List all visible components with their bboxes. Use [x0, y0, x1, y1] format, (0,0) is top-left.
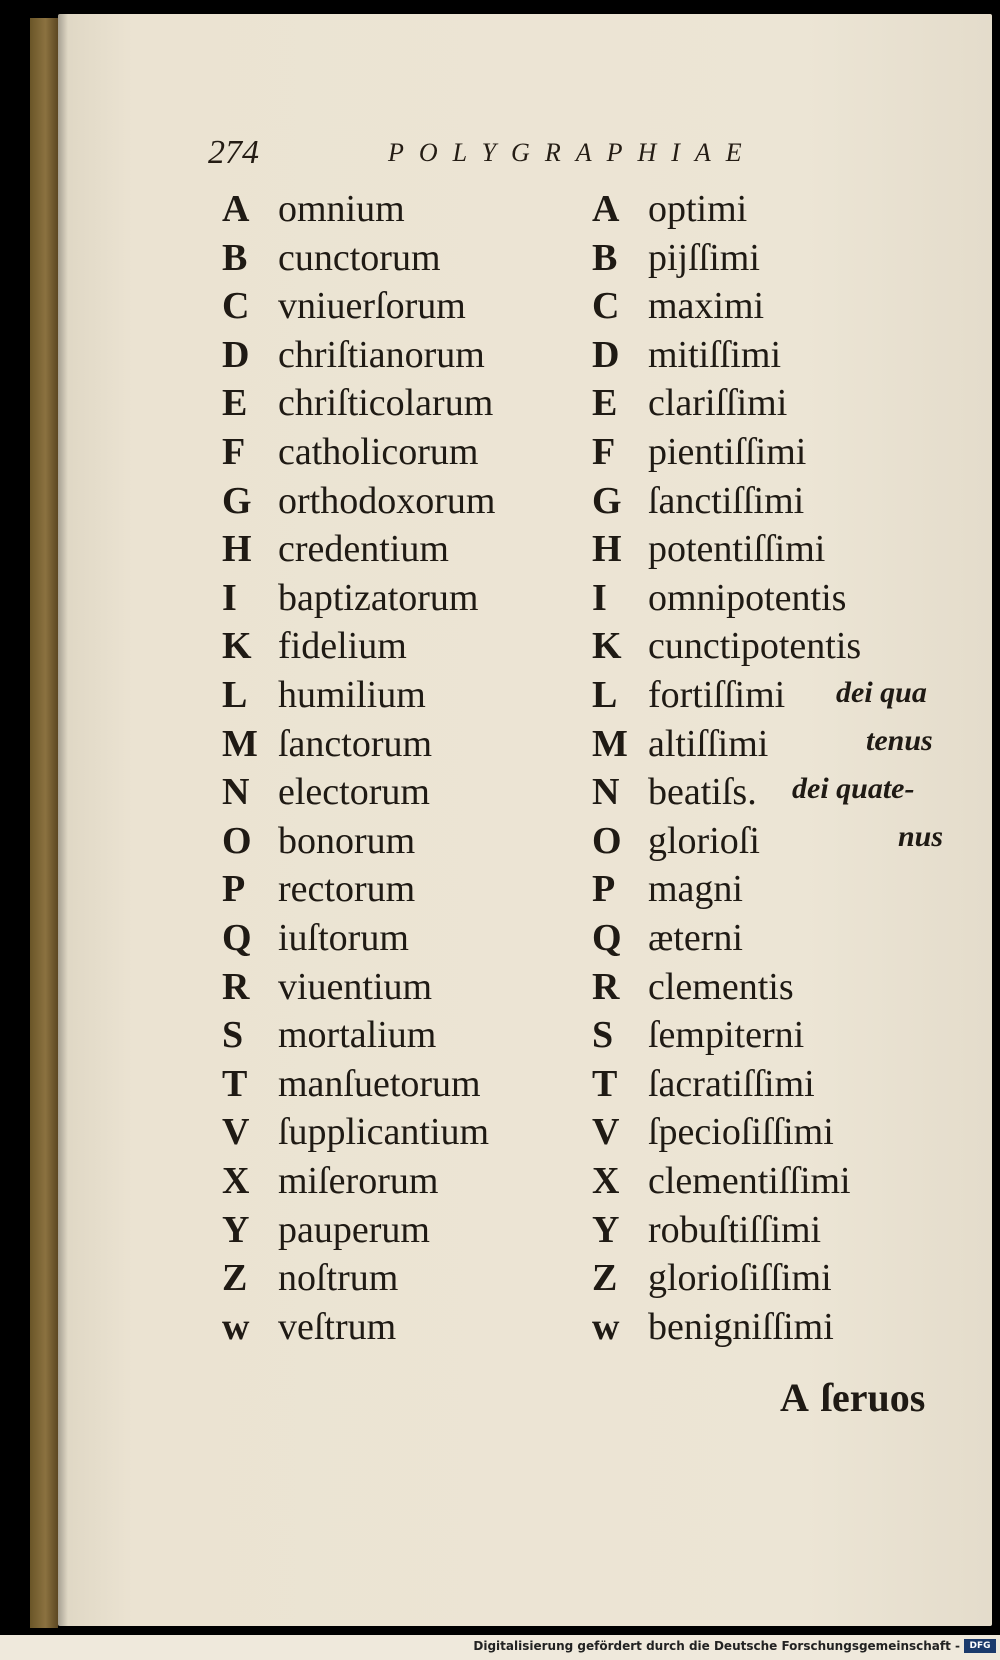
entry-word: altiſſimi: [648, 722, 769, 765]
catchword: [780, 1374, 925, 1421]
right-entry: [592, 915, 743, 961]
entry-letter: Z: [222, 1257, 248, 1300]
footer-banner: [0, 1635, 1000, 1660]
catchword-word: ſeruos: [820, 1375, 926, 1420]
entry-letter: C: [222, 285, 250, 328]
entry-word: vniuerſorum: [278, 285, 466, 328]
left-entry: [222, 672, 426, 718]
entry-word: clementiſſimi: [648, 1160, 851, 1202]
entry-word: cunctipotentis: [648, 625, 862, 668]
entry-word: omnipotentis: [648, 576, 847, 619]
marginal-note-4: nus: [898, 820, 944, 853]
entry-word: chriſticolarum: [278, 382, 494, 425]
entry-word: noſtrum: [278, 1257, 399, 1300]
left-entry: [222, 1061, 481, 1107]
right-entry: [592, 235, 760, 281]
entry-letter: E: [592, 382, 618, 425]
left-entry: [222, 623, 407, 669]
entry-letter: F: [222, 431, 246, 473]
entry-word: magni: [648, 868, 743, 911]
entry-word: credentium: [278, 528, 449, 571]
left-entry: [222, 769, 430, 815]
entry-letter: I: [222, 576, 237, 619]
marginal-note-3: dei quate-: [792, 772, 915, 805]
right-entry: [592, 478, 804, 524]
right-entry: [592, 672, 785, 718]
entry-word: clariſſimi: [648, 382, 788, 425]
page-number: 274: [208, 134, 259, 171]
running-title: POLYGRAPHIAE: [388, 138, 757, 167]
entry-letter: Q: [592, 917, 622, 959]
left-entry: [222, 526, 449, 572]
entry-word: beatiſs.: [648, 771, 757, 814]
entry-letter: G: [592, 479, 622, 522]
left-entry: [222, 866, 415, 912]
right-entry: [592, 1207, 821, 1253]
entry-word: clementis: [648, 965, 794, 1008]
entry-letter: G: [222, 479, 252, 522]
entry-letter: S: [222, 1014, 244, 1057]
entry-letter: H: [592, 528, 622, 571]
entry-word: mortalium: [278, 1014, 437, 1057]
left-entry: [222, 332, 485, 378]
entry-letter: I: [592, 576, 607, 619]
marginal-note-2: tenus: [866, 724, 933, 757]
right-entry: [592, 964, 794, 1010]
right-entry: [592, 283, 764, 329]
left-entry: [222, 1158, 438, 1204]
right-entry: [592, 186, 747, 232]
right-entry: [592, 429, 806, 475]
entry-word: ſupplicantium: [278, 1111, 490, 1154]
entry-word: ſempiterni: [648, 1014, 805, 1057]
entry-word: glorioſi: [648, 819, 760, 862]
left-entry: [222, 429, 478, 475]
right-entry: [592, 769, 757, 815]
entry-word: æterni: [648, 917, 743, 959]
entry-word: cunctorum: [278, 236, 441, 279]
left-entry: [222, 1012, 436, 1058]
entry-letter: K: [592, 625, 622, 668]
entry-word: catholicorum: [278, 431, 479, 473]
right-entry: [592, 721, 768, 767]
page-header: [0, 134, 1000, 174]
entry-letter: w: [592, 1305, 620, 1348]
left-entry: [222, 1109, 489, 1155]
entry-word: baptizatorum: [278, 576, 479, 619]
entry-letter: O: [222, 819, 252, 862]
right-entry: [592, 1061, 815, 1107]
entry-letter: w: [222, 1305, 250, 1348]
entry-letter: A: [592, 188, 620, 230]
entry-word: orthodoxorum: [278, 479, 496, 522]
entry-letter: C: [592, 285, 620, 328]
entry-letter: A: [222, 188, 250, 230]
left-entry: [222, 186, 405, 232]
entry-word: humilium: [278, 674, 426, 716]
entry-word: veſtrum: [278, 1305, 397, 1348]
entry-letter: O: [592, 819, 622, 862]
entry-word: glorioſiſſimi: [648, 1257, 832, 1300]
entry-letter: T: [592, 1062, 618, 1105]
entry-word: fortiſſimi: [648, 674, 786, 716]
entry-word: maximi: [648, 285, 765, 328]
entry-word: electorum: [278, 771, 430, 814]
entry-letter: V: [592, 1111, 620, 1154]
right-entry: [592, 332, 781, 378]
entry-word: ſpecioſiſſimi: [648, 1111, 834, 1154]
left-entry: [222, 915, 409, 961]
entry-letter: P: [592, 868, 616, 911]
entry-letter: H: [222, 528, 252, 571]
entry-letter: P: [222, 868, 246, 911]
entry-word: optimi: [648, 188, 748, 230]
right-entry: [592, 380, 787, 426]
right-entry: [592, 1109, 834, 1155]
entry-word: mitiſſimi: [648, 333, 782, 376]
entry-word: ſanctorum: [278, 722, 433, 765]
entry-letter: N: [222, 771, 250, 814]
right-entry: [592, 526, 825, 572]
right-entry: [592, 623, 861, 669]
entry-letter: L: [592, 674, 618, 716]
entry-word: omnium: [278, 188, 405, 230]
left-entry: [222, 575, 478, 621]
entry-word: pijſſimi: [648, 236, 760, 279]
entry-letter: B: [222, 236, 248, 279]
right-entry: [592, 1255, 832, 1301]
left-entry: [222, 1255, 398, 1301]
entry-word: benigniſſimi: [648, 1305, 834, 1348]
entry-word: chriſtianorum: [278, 333, 485, 376]
left-entry: [222, 380, 493, 426]
dfg-logo-icon: DFG: [964, 1639, 996, 1653]
entry-letter: L: [222, 674, 248, 716]
entry-letter: S: [592, 1014, 614, 1057]
entry-word: ſacratiſſimi: [648, 1062, 815, 1105]
right-entry: [592, 575, 846, 621]
left-entry: [222, 235, 441, 281]
entry-letter: N: [592, 771, 620, 814]
entry-letter: X: [592, 1160, 620, 1202]
entry-letter: D: [592, 333, 620, 376]
entry-word: rectorum: [278, 868, 416, 911]
left-entry: [222, 964, 432, 1010]
entry-word: bonorum: [278, 819, 416, 862]
entry-letter: X: [222, 1160, 250, 1202]
entry-word: pauperum: [278, 1208, 430, 1251]
left-entry: [222, 721, 432, 767]
entry-letter: Y: [222, 1208, 250, 1251]
entry-letter: M: [592, 722, 628, 765]
right-entry: [592, 1012, 804, 1058]
entry-letter: D: [222, 333, 250, 376]
book-spine: [30, 18, 58, 1628]
entry-letter: R: [592, 965, 620, 1008]
entry-word: viuentium: [278, 965, 433, 1008]
marginal-note-1: dei qua: [836, 676, 927, 709]
right-entry: [592, 866, 743, 912]
entry-word: potentiſſimi: [648, 528, 826, 571]
left-entry: [222, 1304, 396, 1350]
entry-word: fidelium: [278, 625, 407, 668]
entry-letter: Q: [222, 917, 252, 959]
entry-word: miſerorum: [278, 1160, 439, 1202]
left-entry: [222, 478, 495, 524]
right-entry: [592, 818, 760, 864]
entry-letter: T: [222, 1062, 248, 1105]
entry-word: manſuetorum: [278, 1062, 481, 1105]
entry-letter: F: [592, 431, 616, 473]
entry-letter: Z: [592, 1257, 618, 1300]
entry-letter: R: [222, 965, 250, 1008]
left-entry: [222, 1207, 430, 1253]
entry-word: iuſtorum: [278, 917, 409, 959]
catchword-letter: A: [780, 1375, 809, 1420]
left-entry: [222, 818, 415, 864]
right-entry: [592, 1158, 851, 1204]
right-entry: [592, 1304, 834, 1350]
footer-credit: Digitalisierung gefördert durch die Deutsche Forschungsgemeinschaft -: [473, 1639, 960, 1653]
entry-letter: M: [222, 722, 258, 765]
entry-letter: E: [222, 382, 248, 425]
entry-word: pientiſſimi: [648, 431, 807, 473]
left-entry: [222, 283, 466, 329]
page-gutter-shadow: [58, 14, 68, 1626]
entry-letter: V: [222, 1111, 250, 1154]
entry-word: robuſtiſſimi: [648, 1208, 822, 1251]
entry-letter: B: [592, 236, 618, 279]
entry-word: ſanctiſſimi: [648, 479, 805, 522]
entry-letter: Y: [592, 1208, 620, 1251]
entry-letter: K: [222, 625, 252, 668]
